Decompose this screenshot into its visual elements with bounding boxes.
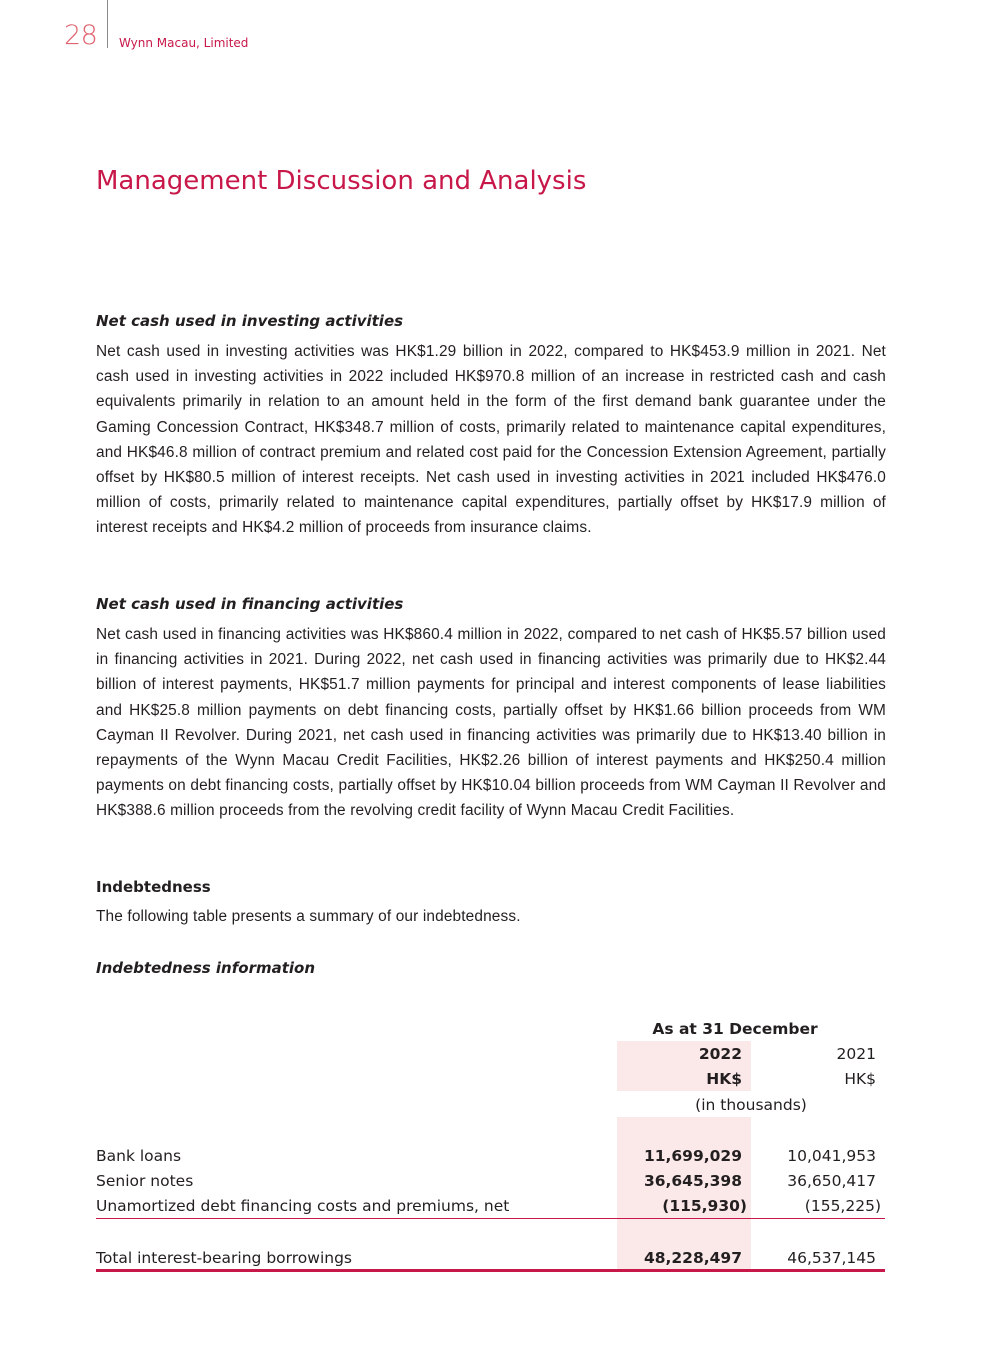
row-label-bank-loans: Bank loans bbox=[96, 1147, 182, 1165]
col-year-2021: 2021 bbox=[836, 1045, 876, 1063]
col-currency-2021: HK$ bbox=[844, 1070, 876, 1088]
total-rule bbox=[96, 1269, 885, 1272]
total-value-2022: 48,228,497 bbox=[643, 1249, 742, 1267]
indebtedness-section bbox=[96, 877, 886, 929]
total-label: Total interest-bearing borrowings bbox=[96, 1249, 352, 1267]
row-label-unamortized: Unamortized debt financing costs and premiums, net bbox=[96, 1197, 510, 1215]
indebtedness-heading: Indebtedness bbox=[96, 878, 211, 896]
group-header: As at 31 December bbox=[652, 1020, 818, 1038]
financing-section bbox=[96, 594, 886, 824]
total-value-2021: 46,537,145 bbox=[787, 1249, 876, 1267]
financing-body: Net cash used in financing activities was HK$860.4 million in 2022, compared to net cash of HK$5.57 billion used in financing activities in 2021. During 2022, net cash used in financing activities was primarily due to HK$2.44 billion of interest payments, HK$51.7 million payments for principal and interest components of lease liabilities and HK$25.8 million payments on debt financing costs, partially offset by HK$1.66 billion proceeds from WM Cayman II Revolver. During 2021, net cash used in financing activities was primarily due to HK$13.40 billion in repayments of the Wynn Macau Credit Facilities, HK$2.26 billion of interest payments and HK$250.4 million payments on debt financing costs, partially offset by HK$10.04 billion proceeds from WM Cayman II Revolver and HK$388.6 million proceeds from the revolving credit facility of Wynn Macau Credit Facilities. bbox=[96, 626, 886, 820]
unit-label bbox=[617, 1095, 885, 1115]
financing-heading: Net cash used in financing activities bbox=[96, 595, 404, 613]
table-title-block bbox=[96, 958, 886, 978]
page-number: 28 bbox=[64, 20, 98, 51]
row-value-2022-bank-loans: 11,699,029 bbox=[643, 1147, 742, 1165]
row-value-2021-bank-loans: 10,041,953 bbox=[787, 1147, 876, 1165]
row-value-2021-unamortized: (155,225) bbox=[804, 1197, 881, 1215]
table-title: Indebtedness information bbox=[96, 959, 316, 977]
indebtedness-intro: The following table presents a summary of our indebtedness. bbox=[96, 908, 521, 925]
row-label-senior-notes: Senior notes bbox=[96, 1172, 194, 1190]
col-currency-2022: HK$ bbox=[706, 1070, 742, 1088]
subtotal-rule bbox=[96, 1218, 885, 1219]
page-title: Management Discussion and Analysis bbox=[96, 166, 587, 196]
col-year-2022: 2022 bbox=[698, 1045, 742, 1063]
investing-section bbox=[96, 311, 886, 541]
company-name: Wynn Macau, Limited bbox=[119, 36, 249, 50]
row-value-2022-senior-notes: 36,645,398 bbox=[643, 1172, 742, 1190]
header-divider bbox=[107, 0, 108, 48]
unit-text: (in thousands) bbox=[695, 1096, 807, 1114]
row-value-2022-unamortized: (115,930) bbox=[662, 1197, 747, 1215]
investing-body: Net cash used in investing activities was HK$1.29 billion in 2022, compared to HK$453.9 million in 2021. Net cash used in investing activities in 2022 included HK$970.8 million of an increase in restricted cash and cash equivalents primarily in relation to an amount held in the form of the first demand bank guarantee under the Gaming Concession Contract, HK$348.7 million of costs, primarily related to maintenance capital expenditures, and HK$46.8 million of contract premium and related cost paid for the Concession Extension Agreement, partially offset by HK$80.5 million of interest receipts. Net cash used in investing activities in 2021 included HK$476.0 million of costs, primarily related to maintenance capital expenditures, partially offset by HK$17.9 million of interest receipts and HK$4.2 million of proceeds from insurance claims. bbox=[96, 343, 886, 537]
investing-heading: Net cash used in investing activities bbox=[96, 312, 404, 330]
row-value-2021-senior-notes: 36,650,417 bbox=[787, 1172, 876, 1190]
